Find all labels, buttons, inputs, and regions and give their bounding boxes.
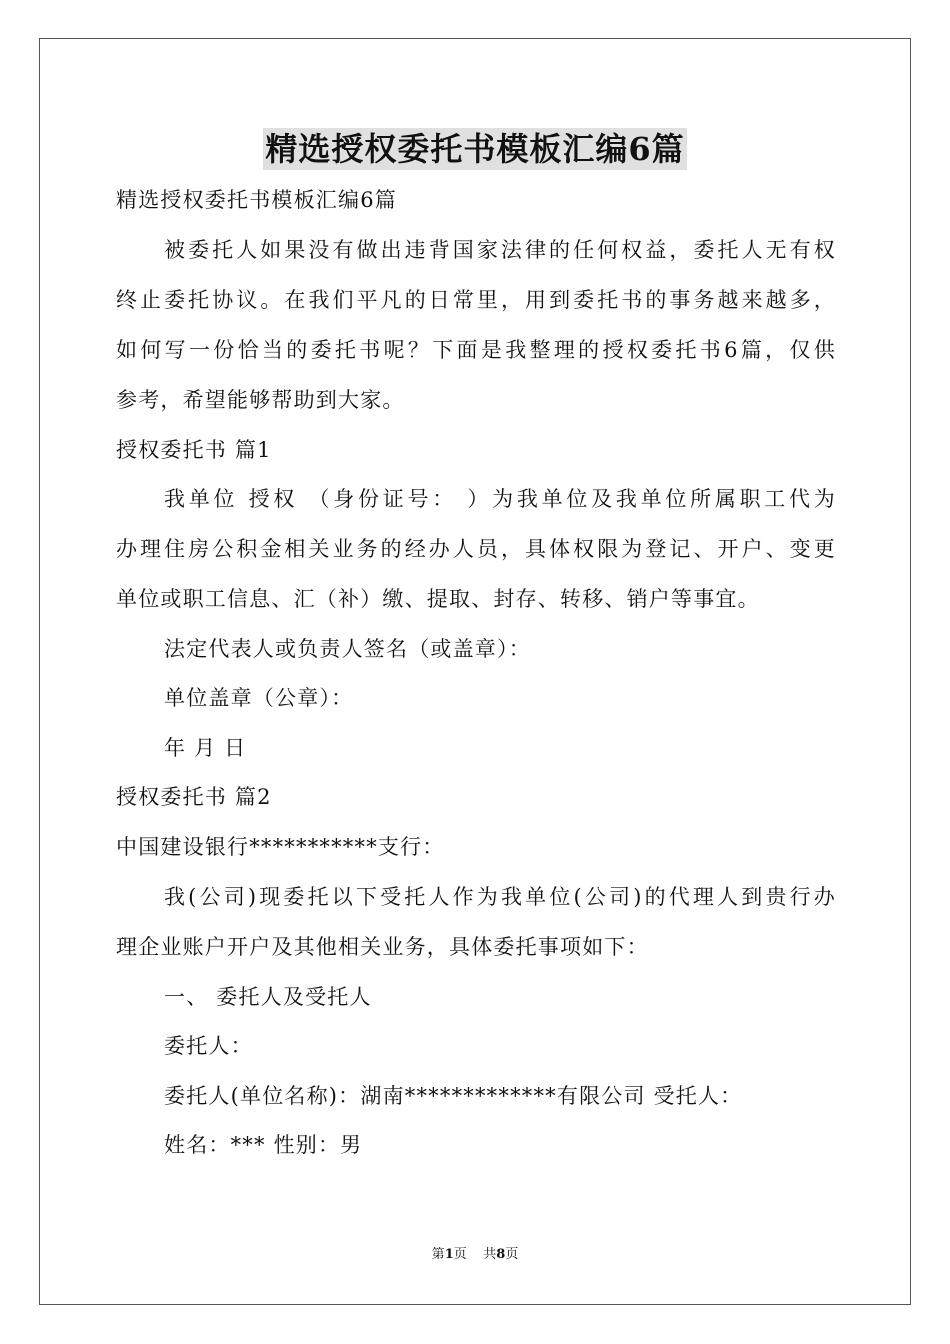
footer-page-prefix: 第: [431, 1247, 445, 1262]
intro-line-1: 被委托人如果没有做出违背国家法律的任何权益，委托人无有权: [164, 238, 836, 262]
footer-page-number: 1: [444, 1247, 454, 1262]
signature-line: 法定代表人或负责人签名（或盖章）：: [164, 637, 531, 661]
page-footer: [0, 1246, 950, 1264]
section2-paragraph-line-2: 理企业账户开户及其他相关业务，具体委托事项如下：: [116, 935, 649, 959]
footer-page-suffix: 页: [505, 1247, 519, 1262]
intro-line-3: 如何写一份恰当的委托书呢？下面是我整理的授权委托书6篇，仅供: [116, 338, 836, 362]
item-heading: 一、 委托人及受托人: [164, 985, 372, 1009]
document-title: 精选授权委托书模板汇编6篇: [265, 130, 685, 168]
section2-paragraph-line-1: 我(公司)现委托以下受托人作为我单位(公司)的代理人到贵行办: [164, 885, 836, 909]
section1-paragraph-line-3: 单位或职工信息、汇（补）缴、提取、封存、转移、销户等事宜。: [116, 587, 760, 611]
addressee-line: 中国建设银行***********支行：: [116, 835, 445, 859]
intro-line-2: 终止委托协议。在我们平凡的日常里，用到委托书的事务越来越多，: [116, 288, 836, 312]
title-container: [0, 128, 950, 170]
page-border: [39, 38, 911, 1305]
document-subtitle: 精选授权委托书模板汇编6篇: [116, 188, 397, 212]
section1-paragraph-line-2: 办理住房公积金相关业务的经办人员，具体权限为登记、开户、变更: [116, 537, 836, 561]
principal-label: 委托人：: [164, 1034, 253, 1058]
intro-line-4: 参考，希望能够帮助到大家。: [116, 388, 405, 412]
section1-paragraph-line-1: 我单位 授权 （身份证号： ）为我单位及我单位所属职工代为: [164, 487, 836, 511]
date-line: 年 月 日: [164, 736, 247, 760]
footer-page-total: 8: [496, 1247, 506, 1262]
section2-heading: 授权委托书 篇2: [116, 785, 272, 809]
footer-page-mid: 页 共: [453, 1247, 497, 1262]
seal-line: 单位盖章（公章）：: [164, 686, 354, 710]
name-gender-line: 姓名：*** 性别：男: [164, 1133, 363, 1157]
principal-unit-line: 委托人(单位名称)：湖南*************有限公司 受托人：: [164, 1084, 743, 1108]
section1-heading: 授权委托书 篇1: [116, 438, 272, 462]
